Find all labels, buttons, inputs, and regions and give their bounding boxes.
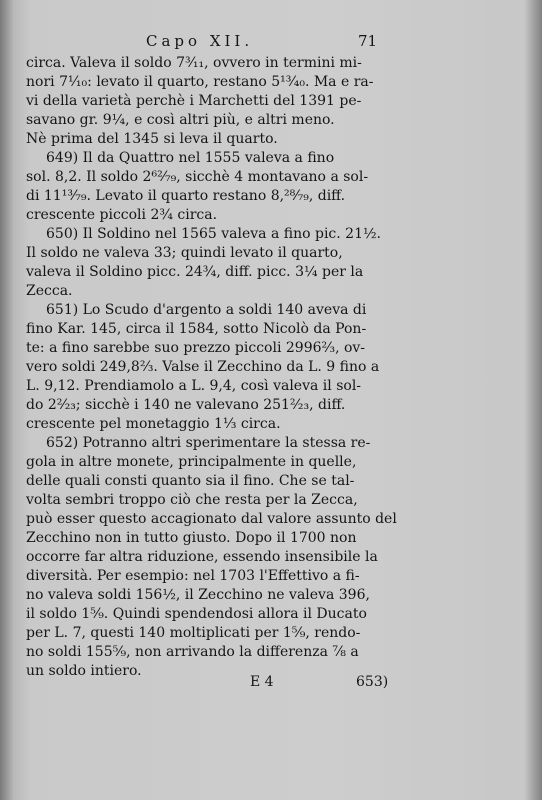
paragraph (26, 225, 406, 301)
text-line: circa. Valeva il soldo 7³⁄₁₁, ovvero in termini mi- (26, 55, 362, 71)
paragraph (26, 149, 406, 225)
text-line: 650) Il Soldino nel 1565 valeva a fino pic. 21½. (46, 226, 382, 242)
text-line: 652) Potranno altri sperimentare la stessa re- (46, 435, 371, 451)
text-line: valeva il Soldino picc. 24¾, diff. picc. 3¼ per la (26, 264, 364, 280)
text-line: volta sembri troppo ciò che resta per la Zecca, (26, 492, 358, 508)
text-line: fino Kar. 145, circa il 1584, sotto Nicolò da Pon- (26, 321, 367, 337)
page-number: 71 (358, 32, 378, 50)
text-line: vi della varietà perchè i Marchetti del 1391 pe- (26, 93, 362, 109)
text-line: può esser questo accagionato dal valore assunto del (26, 511, 397, 527)
text-line: Il soldo ne valeva 33; quindi levato il quarto, (26, 245, 343, 261)
text-line: vero soldi 249,8⅔. Valse il Zecchino da L. 9 fino a (26, 359, 380, 375)
running-header (26, 32, 386, 54)
page-footer (26, 674, 406, 696)
text-line: delle quali consti quanto sia il fino. Che se tal- (26, 473, 355, 489)
text-line: occorre far altra riduzione, essendo insensibile la (26, 549, 378, 565)
text-line: 651) Lo Scudo d'argento a soldi 140 aveva di (46, 302, 367, 318)
text-line: diversità. Per esempio: nel 1703 l'Effettivo a fi- (26, 568, 360, 584)
text-line: crescente piccoli 2¾ circa. (26, 207, 218, 223)
text-line: per L. 7, questi 140 moltiplicati per 1⁵⁄₉, rendo- (26, 625, 361, 641)
text-line: sol. 8,2. Il soldo 2⁶²⁄₇₉, sicchè 4 montavano a sol- (26, 169, 369, 185)
paragraph (26, 54, 406, 149)
text-line: di 11¹³⁄₇₉. Levato il quarto restano 8,²⁸⁄₇₉, diff. (26, 188, 346, 204)
text-line: Zecchino non in tutto giusto. Dopo il 1700 non (26, 530, 357, 546)
text-line: L. 9,12. Prendiamolo a L. 9,4, così valeva il sol- (26, 378, 362, 394)
paragraph (26, 434, 406, 681)
text-line: crescente pel monetaggio 1⅓ circa. (26, 416, 281, 432)
signature-mark: E 4 (250, 674, 274, 690)
body-text (26, 54, 406, 681)
text-line: Zecca. (26, 283, 73, 299)
text-line: do 2²⁄₂₃; sicchè i 140 ne valevano 251²⁄₂₃, diff. (26, 397, 346, 413)
text-line: gola in altre monete, principalmente in quelle, (26, 454, 357, 470)
text-line: savano gr. 9¼, e così altri più, e altri meno. (26, 112, 335, 128)
text-line: un soldo intiero. (26, 663, 142, 679)
text-line: te: a fino sarebbe suo prezzo piccoli 2996²⁄₃, ov- (26, 340, 366, 356)
chapter-title: Capo XII. (146, 32, 254, 50)
text-line: no valeva soldi 156½, il Zecchino ne valeva 396, (26, 587, 370, 603)
text-line: il soldo 1⁵⁄₉. Quindi spendendosi allora il Ducato (26, 606, 367, 622)
text-line: Nè prima del 1345 si leva il quarto. (26, 131, 278, 147)
paragraph (26, 301, 406, 434)
text-line: nori 7¹⁄₁₀: levato il quarto, restano 5¹³⁄₄₀. Ma e ra- (26, 74, 374, 90)
text-line: no soldi 155⁵⁄₉, non arrivando la differenza ⅞ a (26, 644, 359, 660)
text-line: 649) Il da Quattro nel 1555 valeva a fino (46, 150, 335, 166)
catchword: 653) (356, 674, 389, 690)
